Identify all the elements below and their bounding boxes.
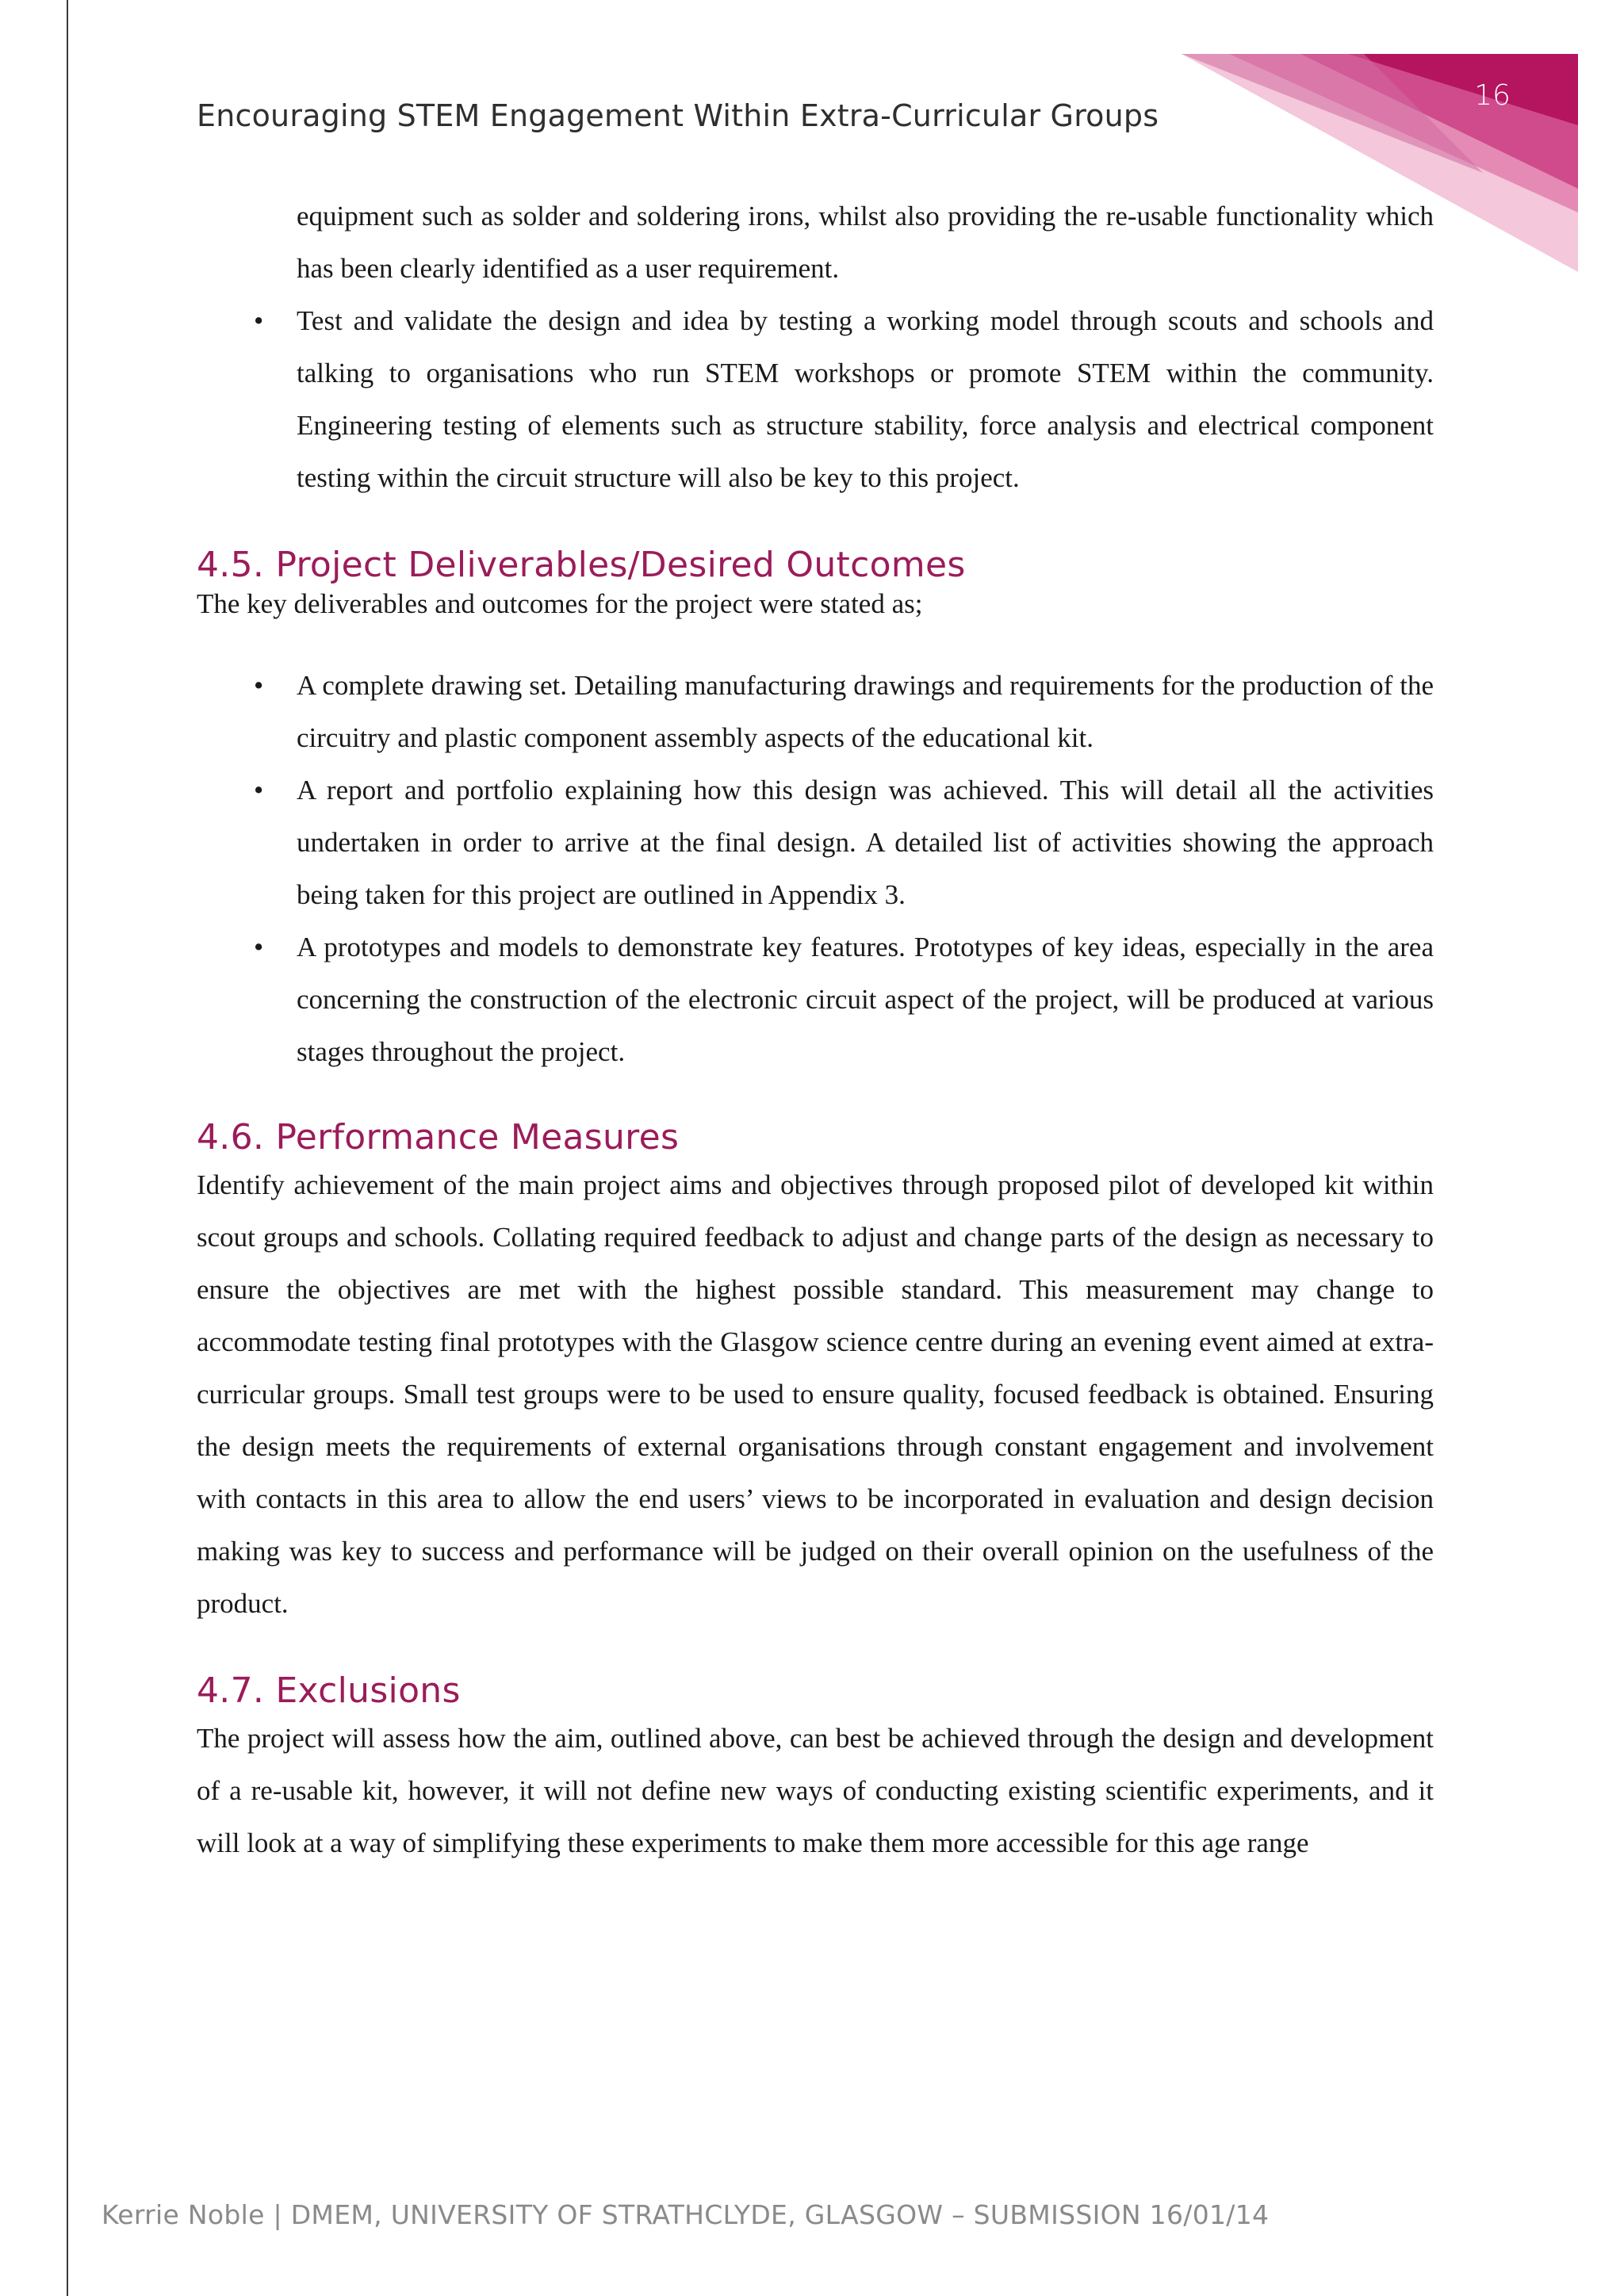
list-item [197,764,1434,921]
section-body-exclusions: The project will assess how the aim, outlined above, can best be achieved through the design and development of a re-usable kit, however, it will not define new ways of conducting existing scientific experiments, and it will look at a way of simplifying these experiments to make them more accessible for this age range [197,1723,1434,1858]
section-body-performance: Identify achievement of the main project aims and objectives through proposed pilot of developed kit within scout groups and schools. Collating required feedback to adjust and change parts of the design as necessary to ensure the objectives are met with the highest possible standard. This measurement may change to accommodate testing final prototypes with the Glasgow science centre during an evening event aimed at extra-curricular groups. Small test groups were to be used to ensure quality, focused feedback is obtained. Ensuring the design meets the requirements of external organisations through constant engagement and involvement with contacts in this area to allow the end users’ views to be incorporated in evaluation and design decision making was key to success and performance will be judged on their overall opinion on the usefulness of the product. [197,1169,1434,1619]
intro-bullet-list [197,295,1434,504]
list-item-text: A prototypes and models to demonstrate key features. Prototypes of key ideas, especially in the area concerning the construction of the electronic circuit aspect of the project, will be produced at various stages throughout the project. [297,932,1434,1067]
list-item [197,295,1434,504]
page-content [197,190,1434,1869]
list-item-text: A complete drawing set. Detailing manufacturing drawings and requirements for the production of the circuitry and plastic component assembly aspects of the educational kit. [297,670,1434,753]
section-heading-4-7: 4.7. Exclusions [197,1670,461,1711]
left-margin-rule [67,0,68,2296]
deliverables-bullet-list [197,660,1434,1078]
section-heading-4-6: 4.6. Performance Measures [197,1117,680,1158]
bullet-icon: • [254,932,264,962]
list-item [197,921,1434,1078]
list-item-text: Test and validate the design and idea by testing a working model through scouts and schools and talking to organisations who run STEM workshops or promote STEM within the community. Engineering testing of elements such as structure stability, force analysis and electrical component testing within the circuit structure will also be key to this project. [297,305,1434,493]
bullet-icon: • [254,305,264,336]
bullet-icon: • [254,670,264,701]
list-item [197,660,1434,764]
bullet-continuation: equipment such as solder and soldering irons, whilst also providing the re-usable functionality which has been clearly identified as a user requirement. [297,201,1434,284]
list-item-text: A report and portfolio explaining how this design was achieved. This will detail all the activities undertaken in order to arrive at the final design. A detailed list of activities showing the approach being taken for this project are outlined in Appendix 3. [297,775,1434,910]
running-header: Encouraging STEM Engagement Within Extra-Curricular Groups [197,98,1159,133]
page-footer: Kerrie Noble | DMEM, UNIVERSITY OF STRATHCLYDE, GLASGOW – SUBMISSION 16/01/14 [102,2199,1270,2230]
bullet-icon: • [254,775,264,806]
section-heading-4-5: 4.5. Project Deliverables/Desired Outcomes [197,545,966,585]
section-lead: The key deliverables and outcomes for the project were stated as; [197,588,923,619]
page-number: 16 [1474,79,1511,112]
